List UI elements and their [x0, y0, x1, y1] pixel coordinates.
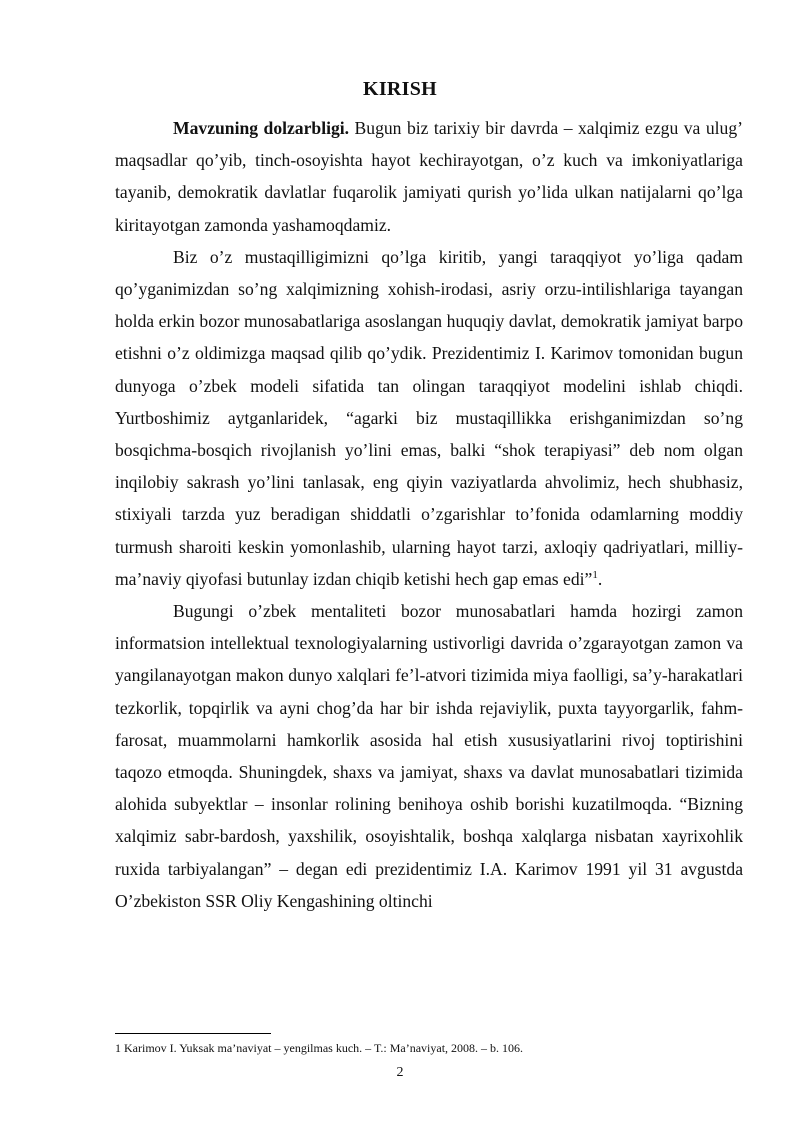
- paragraph-3: [115, 595, 743, 917]
- footnote: 1 Karimov I. Yuksak ma’naviyat – yengilmas kuch. – T.: Ma’naviyat, 2008. – b. 106.: [115, 1041, 524, 1055]
- paragraph-1: [115, 112, 743, 241]
- document-body: [115, 112, 743, 917]
- paragraph-text: Biz o’z mustaqilligimizni qo’lga kiritib, yangi taraqqiyot yo’liga qadam qo’yganimizdan so’ng xalqimizning xohish-irodasi, asriy orzu-intilishlariga tayangan holda erkin bozor munosabatlariga asoslangan huquqiy davlat, demokratik jamiyat barpo etishni o’z oldimizga maqsad qilib qo’ydik. Prezidentimiz I. Karimov tomonidan bugun dunyoga o’zbek modeli sifatida tan olingan taraqqiyot modelini ishlab chiqdi. Yurtboshimiz aytganlaridek, “agarki biz mustaqillikka erishganimizdan so’ng bosqichma-bosqich rivojlanish yo’lini emas, balki “shok terapiyasi” deb nom olgan inqilobiy sakrash yo’lini tanlasak, eng qiyin vaziyatlarda ahvolimiz, hech shubhasiz, stixiyali tarzda yuz beradigan shiddatli o’zgarishlar to’fonida odamlarning moddiy turmush sharoiti keskin yomonlashib, ularning hayot tarzi, axloqiy qadriyatlari, milliy-ma’naviy qiyofasi butunlay izdan chiqib ketishi hech gap emas edi”: [115, 246, 743, 589]
- paragraph-tail: .: [597, 568, 603, 589]
- footnote-separator: [115, 1033, 271, 1034]
- paragraph-text: Bugungi o’zbek mentaliteti bozor munosabatlari hamda hozirgi zamon informatsion intellektual texnologiyalarning ustivorligi davrida o’zgarayotgan zamon va yangilanayotgan makon dunyo xalqlari fe’l-atvori tizimida miya faolligi, sa’y-harakatlari tezkorlik, topqirlik va ayni chog’da har bir ishda rejaviylik, puxta tayyorgarlik, fahm-farosat, muammolarni hamkorlik asosida hal etish xususiyatlarini rivoj toptirishini taqozo etmoqda. Shuningdek, shaxs va jamiyat, shaxs va davlat munosabatlari tizimida alohida subyektlar – insonlar rolining benihoya oshib borishi kuzatilmoqda. “Bizning xalqimiz sabr-bardosh, yaxshilik, osoyishtalik, boshqa xalqlarga nisbatan xayrixohlik ruxida tarbiyalangan” – degan edi prezidentimiz I.A. Karimov 1991 yil 31 avgustda O’zbekiston SSR Oliy Kengashining oltinchi: [115, 601, 743, 911]
- paragraph-2: [115, 241, 743, 595]
- page-title: KIRISH: [362, 78, 438, 100]
- paragraph-lead: Mavzuning dolzarbligi.: [173, 118, 350, 138]
- footnote-reference[interactable]: 1: [592, 568, 598, 581]
- paragraph-text: Bugun biz tarixiy bir davrda – xalqimiz ezgu va ulug’ maqsadlar qo’yib, tinch-osoyishta hayot kechirayotgan, o’z kuch va imkoniyatlariga tayanib, demokratik davlatlar fuqarolik jamiyati qurish yo’lida ulkan natijalarni qo’lga kiritayotgan zamonda yashamoqdamiz.: [115, 118, 743, 235]
- page-number: 2: [396, 1065, 404, 1080]
